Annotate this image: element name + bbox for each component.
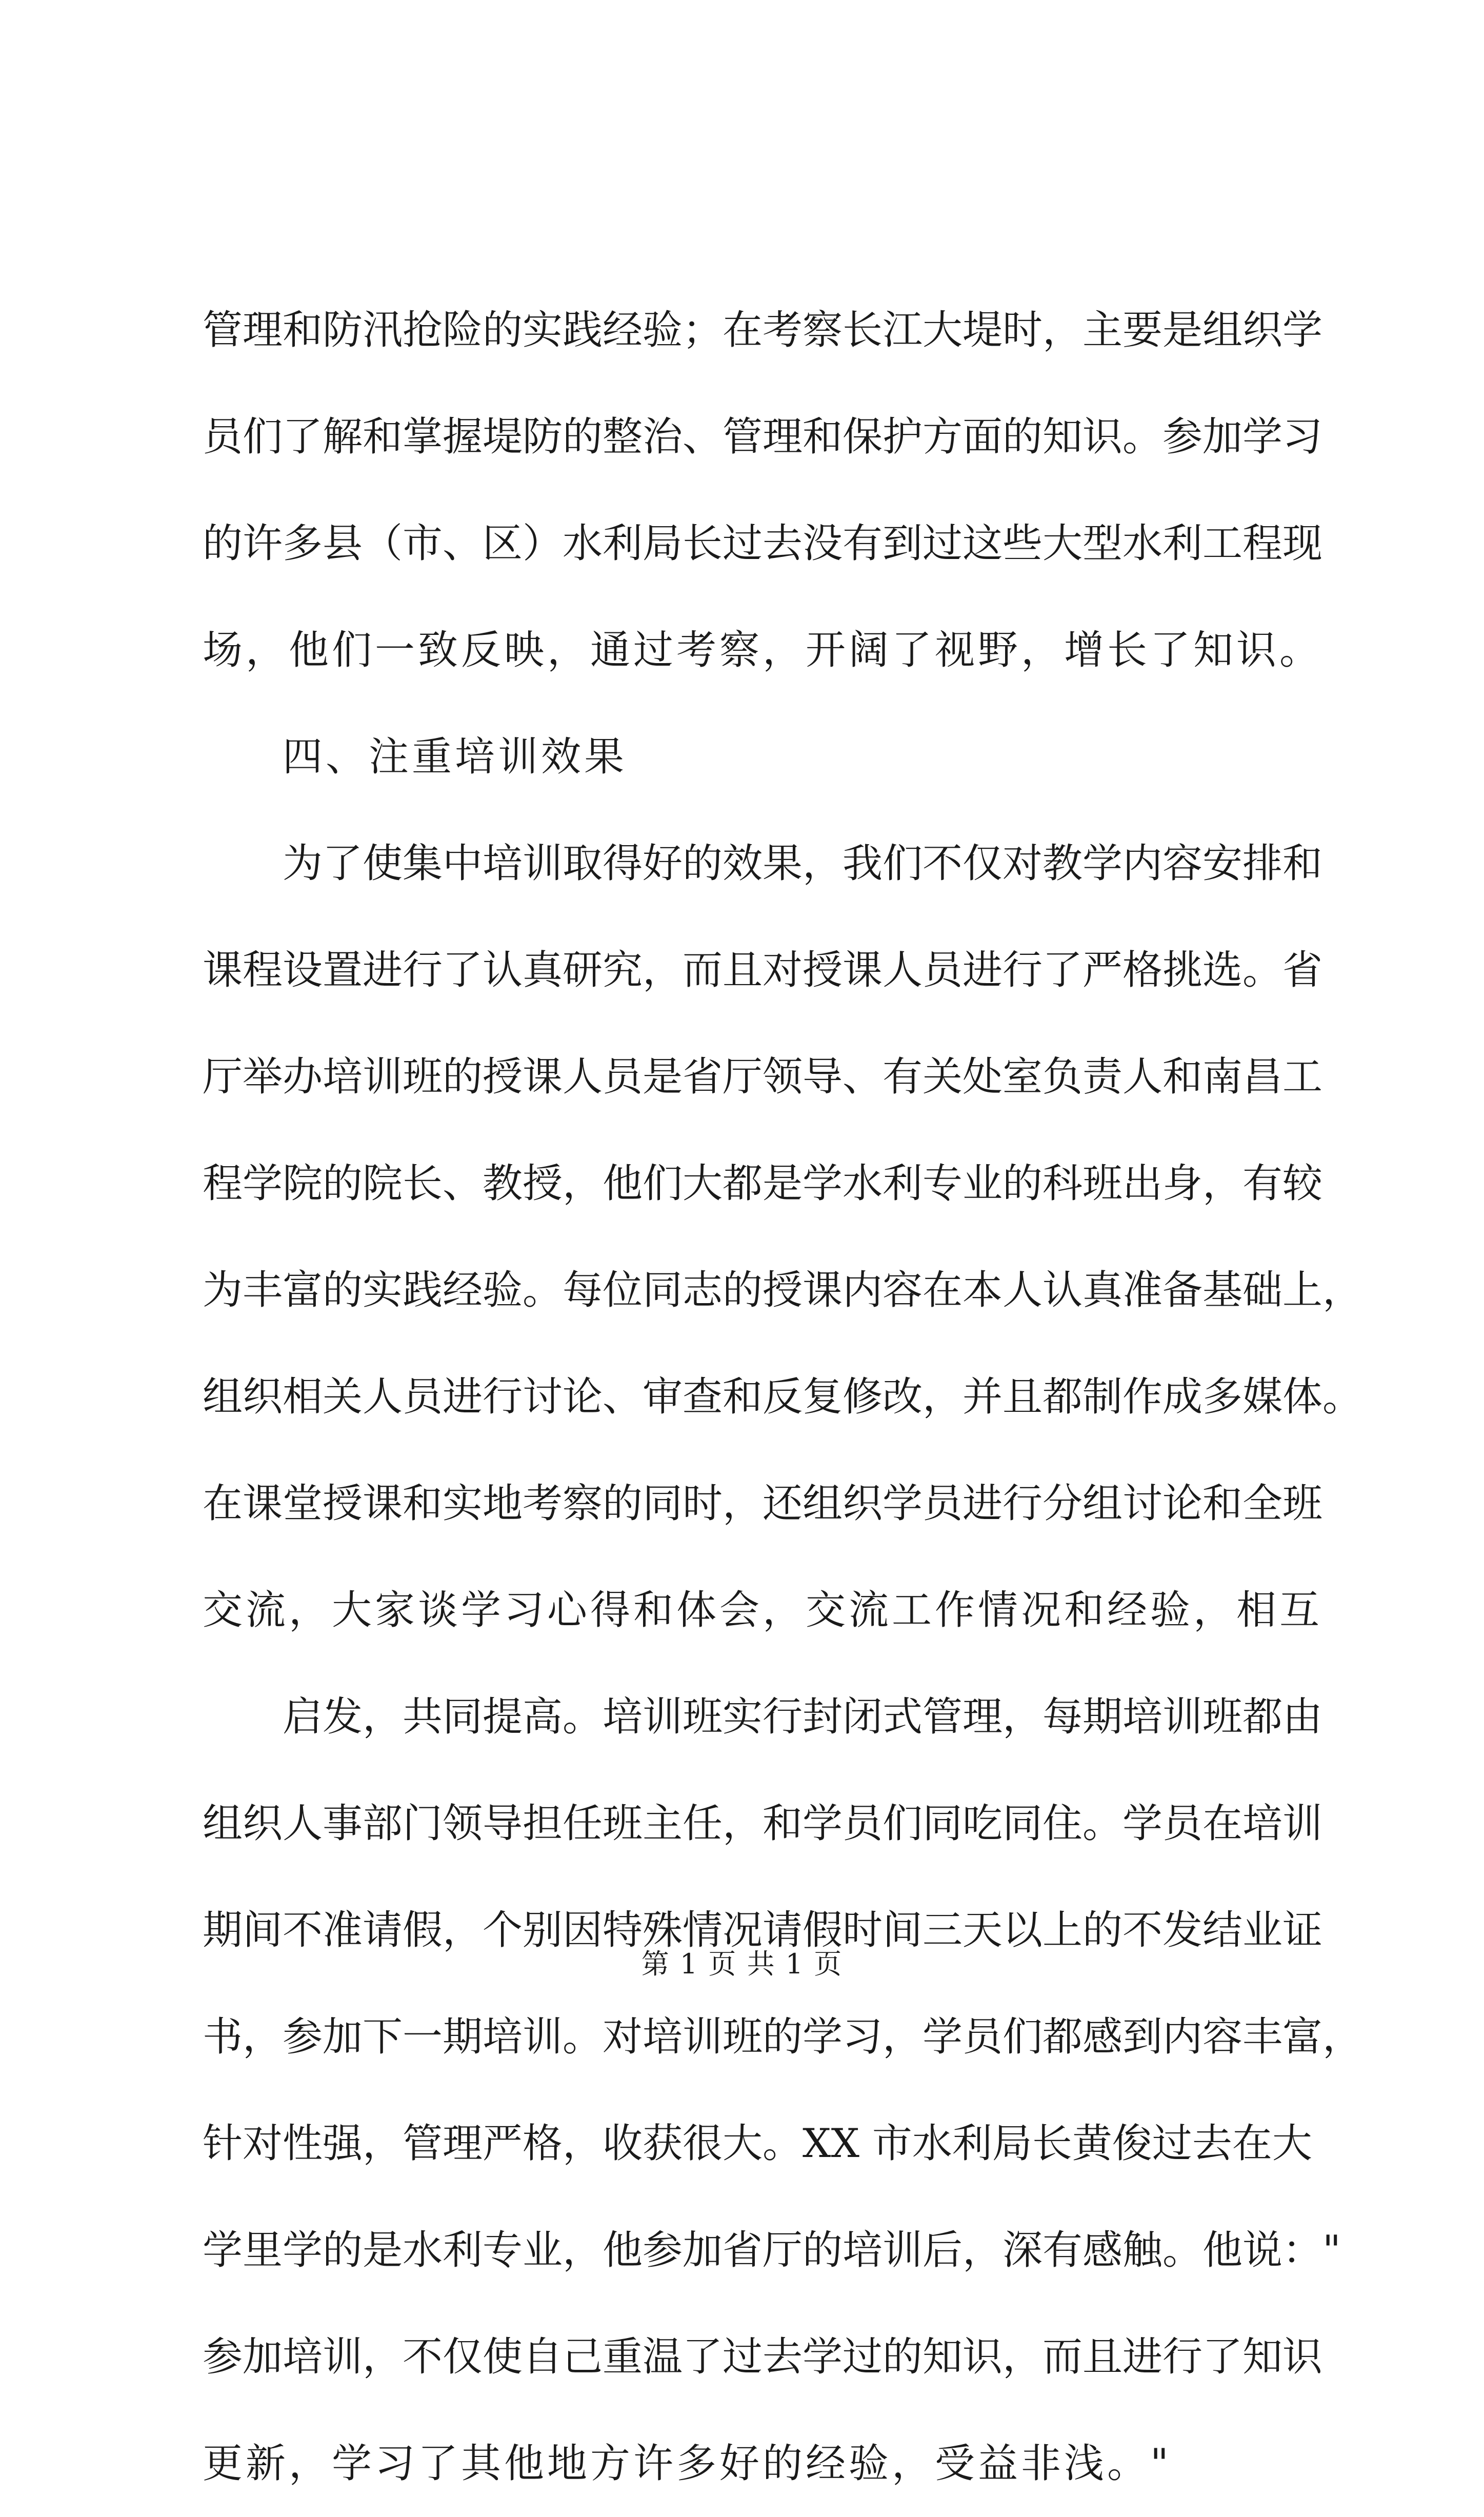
text-line: 参加培训，不仅使自己重温了过去学过的知识，而且进行了知识 — [203, 2334, 1323, 2380]
text-line: 组织相关人员进行讨论、审查和反复修改，并且都制作成多媒体。 — [203, 1374, 1363, 1420]
document-body — [203, 277, 1363, 2517]
text-line: 的许多县（市、区）水利局长过去没有到过这些大型水利工程现 — [203, 521, 1323, 567]
text-line: 针对性强，管理严格，收获很大。XX 市水利局长黄俊过去在大 — [203, 2121, 1312, 2167]
text-line: 管理和防汛抢险的实践经验；在考察长江大堤时，主要是组织学 — [203, 307, 1323, 353]
text-line: 为丰富的实践经验。每位同志的授课内容在本人认真准备基础上， — [203, 1267, 1363, 1313]
text-line: 为了使集中培训取得好的效果，我们不仅对教学内容安排和 — [283, 841, 1323, 887]
page-footer — [0, 1946, 1484, 1982]
text-line: 在课堂授课和实地考察的同时，还组织学员进行分组讨论和全班 — [203, 1481, 1323, 1527]
text-line: 学里学的是水利专业，他参加省厅的培训后，深有感触。他说：" — [203, 2227, 1341, 2273]
text-line: 员们了解和掌握堤防的整治、管理和保护方面的知识。参加学习 — [203, 414, 1323, 460]
text-line: 组织人事部门领导担任班主任，和学员们同吃同住。学员在培训 — [203, 1801, 1323, 1847]
text-line: 课程设置进行了认真研究，而且对授课人员进行了严格挑选。省 — [203, 947, 1323, 993]
text-line: 交流，大家谈学习心得和体会，交流工作情况和经验，相互 — [203, 1587, 1323, 1633]
text-line: 场，他们一致反映，通过考察，开阔了视野，增长了知识。 — [203, 627, 1323, 673]
text-line: 期间不准请假，个别因特殊情况请假时间三天以上的不发结业证 — [203, 1907, 1323, 1953]
text-line: 启发，共同提高。培训班实行封闭式管理，每期培训班都由 — [283, 1694, 1323, 1740]
text-line: 程学院的院长、教授，他们大都是学水利专业的科班出身，有较 — [203, 1161, 1323, 1207]
section-heading: 四、注重培训效果 — [283, 734, 628, 780]
text-line: 厅举办培训班的授课人员是省厅领导、有关处室负责人和南昌工 — [203, 1054, 1323, 1100]
text-line: 更新，学习了其他地方许多好的经验，受益非浅。" — [203, 2441, 1172, 2487]
page-number: 第 1 页 共 1 页 — [641, 1948, 843, 1980]
text-line: 书，参加下一期培训。对培训班的学习，学员们都感到内容丰富， — [203, 2014, 1363, 2060]
